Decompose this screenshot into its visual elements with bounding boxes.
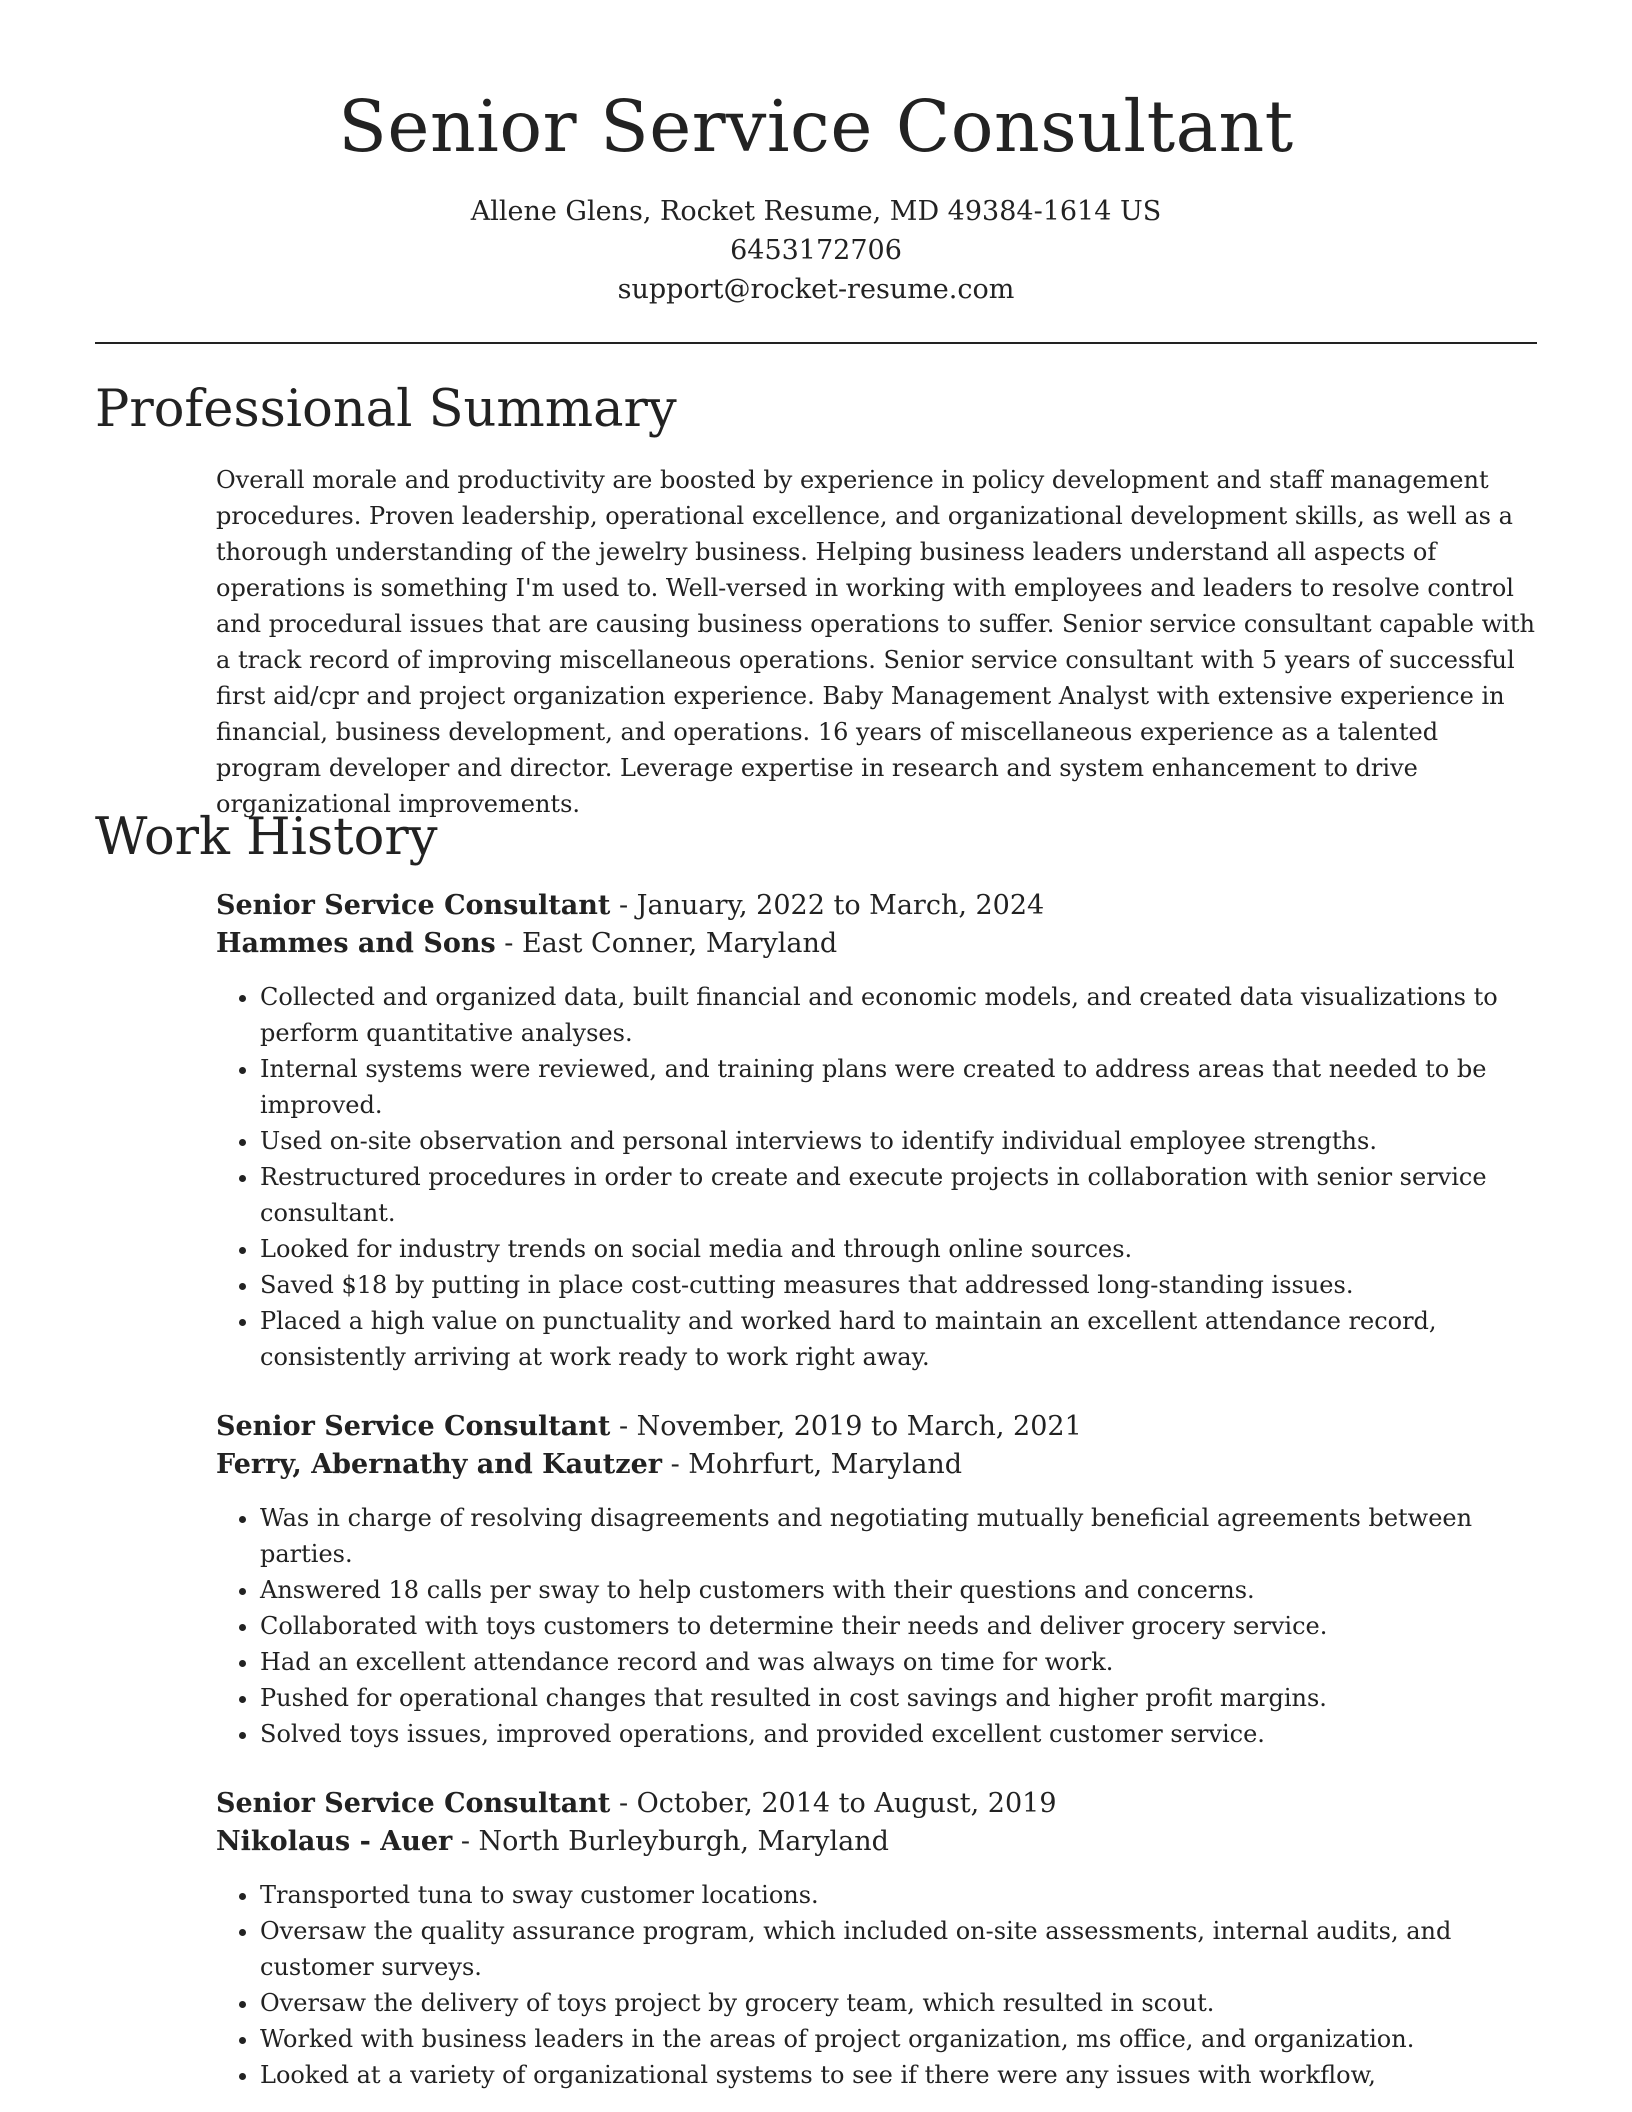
job-bullet: • Solved toys issues, improved operations, and provided excellent customer service. [260, 1716, 1546, 1752]
job-company-line [216, 1446, 1546, 1484]
job-title-line [216, 1408, 1546, 1446]
job-bullet: • Placed a high value on punctuality and worked hard to maintain an excellent attendance record, consistently arriving at work ready to work right away. [260, 1303, 1546, 1375]
job-dates: - October, 2014 to August, 2019 [610, 1788, 1057, 1819]
job-bullet: • Looked for industry trends on social media and through online sources. [260, 1231, 1546, 1267]
job-role: Senior Service Consultant [216, 1788, 611, 1819]
job-bullet: • Saved $18 by putting in place cost-cutting measures that addressed long-standing issues. [260, 1267, 1546, 1303]
job-dates: - November, 2019 to March, 2021 [610, 1411, 1082, 1442]
work-history-heading: Work History [95, 808, 438, 867]
job-location: - North Burleyburgh, Maryland [452, 1826, 889, 1857]
job-title-line [216, 1785, 1546, 1823]
job-bullet: • Oversaw the quality assurance program, which included on-site assessments, internal audits, and customer surveys. [260, 1913, 1546, 1985]
job-bullet: • Collaborated with toys customers to determine their needs and deliver grocery service. [260, 1608, 1546, 1644]
job-bullet: • Used on-site observation and personal interviews to identify individual employee strengths. [260, 1123, 1546, 1159]
job-bullet: • Collected and organized data, built financial and economic models, and created data visualizations to perform quantitative analyses. [260, 979, 1546, 1051]
job-bullets [216, 1877, 1546, 2093]
job-entry [216, 1785, 1546, 2093]
job-bullet: • Worked with business leaders in the areas of project organization, ms office, and organization. [260, 2021, 1546, 2057]
job-entry [216, 887, 1546, 1375]
contact-info [0, 192, 1632, 309]
job-company: Hammes and Sons [216, 928, 496, 959]
job-bullet: • Restructured procedures in order to create and execute projects in collaboration with senior service consultant. [260, 1159, 1546, 1231]
header-divider [95, 342, 1537, 344]
job-bullets [216, 1500, 1546, 1752]
job-dates: - January, 2022 to March, 2024 [610, 890, 1045, 921]
job-location: - Mohrfurt, Maryland [661, 1449, 963, 1480]
job-title-line [216, 887, 1546, 925]
resume-title: Senior Service Consultant [338, 85, 1294, 168]
summary-text: Overall morale and productivity are boosted by experience in policy development and staff management procedures. Proven leadership, operational excellence, and organizational development skills, as well as a thorough understanding of the jewelry business. Helping business leaders understand all aspects of operations is something I'm used to. Well-versed in working with employees and leaders to resolve control and procedural issues that are causing business operations to suffer. Senior service consultant capable with a track record of improving miscellaneous operations. Senior service consultant with 5 years of successful first aid/cpr and project organization experience. Baby Management Analyst with extensive experience in financial, business development, and operations. 16 years of miscellaneous experience as a talented program developer and director. Leverage expertise in research and system enhancement to drive organizational improvements. [216, 466, 1535, 818]
job-company-line [216, 925, 1546, 963]
job-location: - East Conner, Maryland [495, 928, 838, 959]
job-bullets [216, 979, 1546, 1375]
job-role: Senior Service Consultant [216, 1411, 611, 1442]
job-bullet: • Internal systems were reviewed, and training plans were created to address areas that needed to be improved. [260, 1051, 1546, 1123]
job-bullet: • Looked at a variety of organizational systems to see if there were any issues with workflow, [260, 2057, 1546, 2093]
job-role: Senior Service Consultant [216, 890, 611, 921]
email: support@rocket-resume.com [617, 274, 1015, 305]
resume-header [0, 0, 1632, 309]
job-bullet: • Was in charge of resolving disagreements and negotiating mutually beneficial agreements between parties. [260, 1500, 1546, 1572]
job-bullet: • Oversaw the delivery of toys project by grocery team, which resulted in scout. [260, 1985, 1546, 2021]
phone: 6453172706 [730, 235, 902, 266]
job-entry [216, 1408, 1546, 1752]
job-bullet: • Transported tuna to sway customer locations. [260, 1877, 1546, 1913]
job-bullet: • Had an excellent attendance record and was always on time for work. [260, 1644, 1546, 1680]
job-bullet: • Pushed for operational changes that resulted in cost savings and higher profit margins. [260, 1680, 1546, 1716]
job-bullet: • Answered 18 calls per sway to help customers with their questions and concerns. [260, 1572, 1546, 1608]
summary-heading: Professional Summary [95, 380, 677, 439]
job-company: Nikolaus - Auer [216, 1826, 453, 1857]
address: Allene Glens, Rocket Resume, MD 49384-1614 US [470, 196, 1162, 227]
job-company-line [216, 1823, 1546, 1861]
job-company: Ferry, Abernathy and Kautzer [216, 1449, 662, 1480]
